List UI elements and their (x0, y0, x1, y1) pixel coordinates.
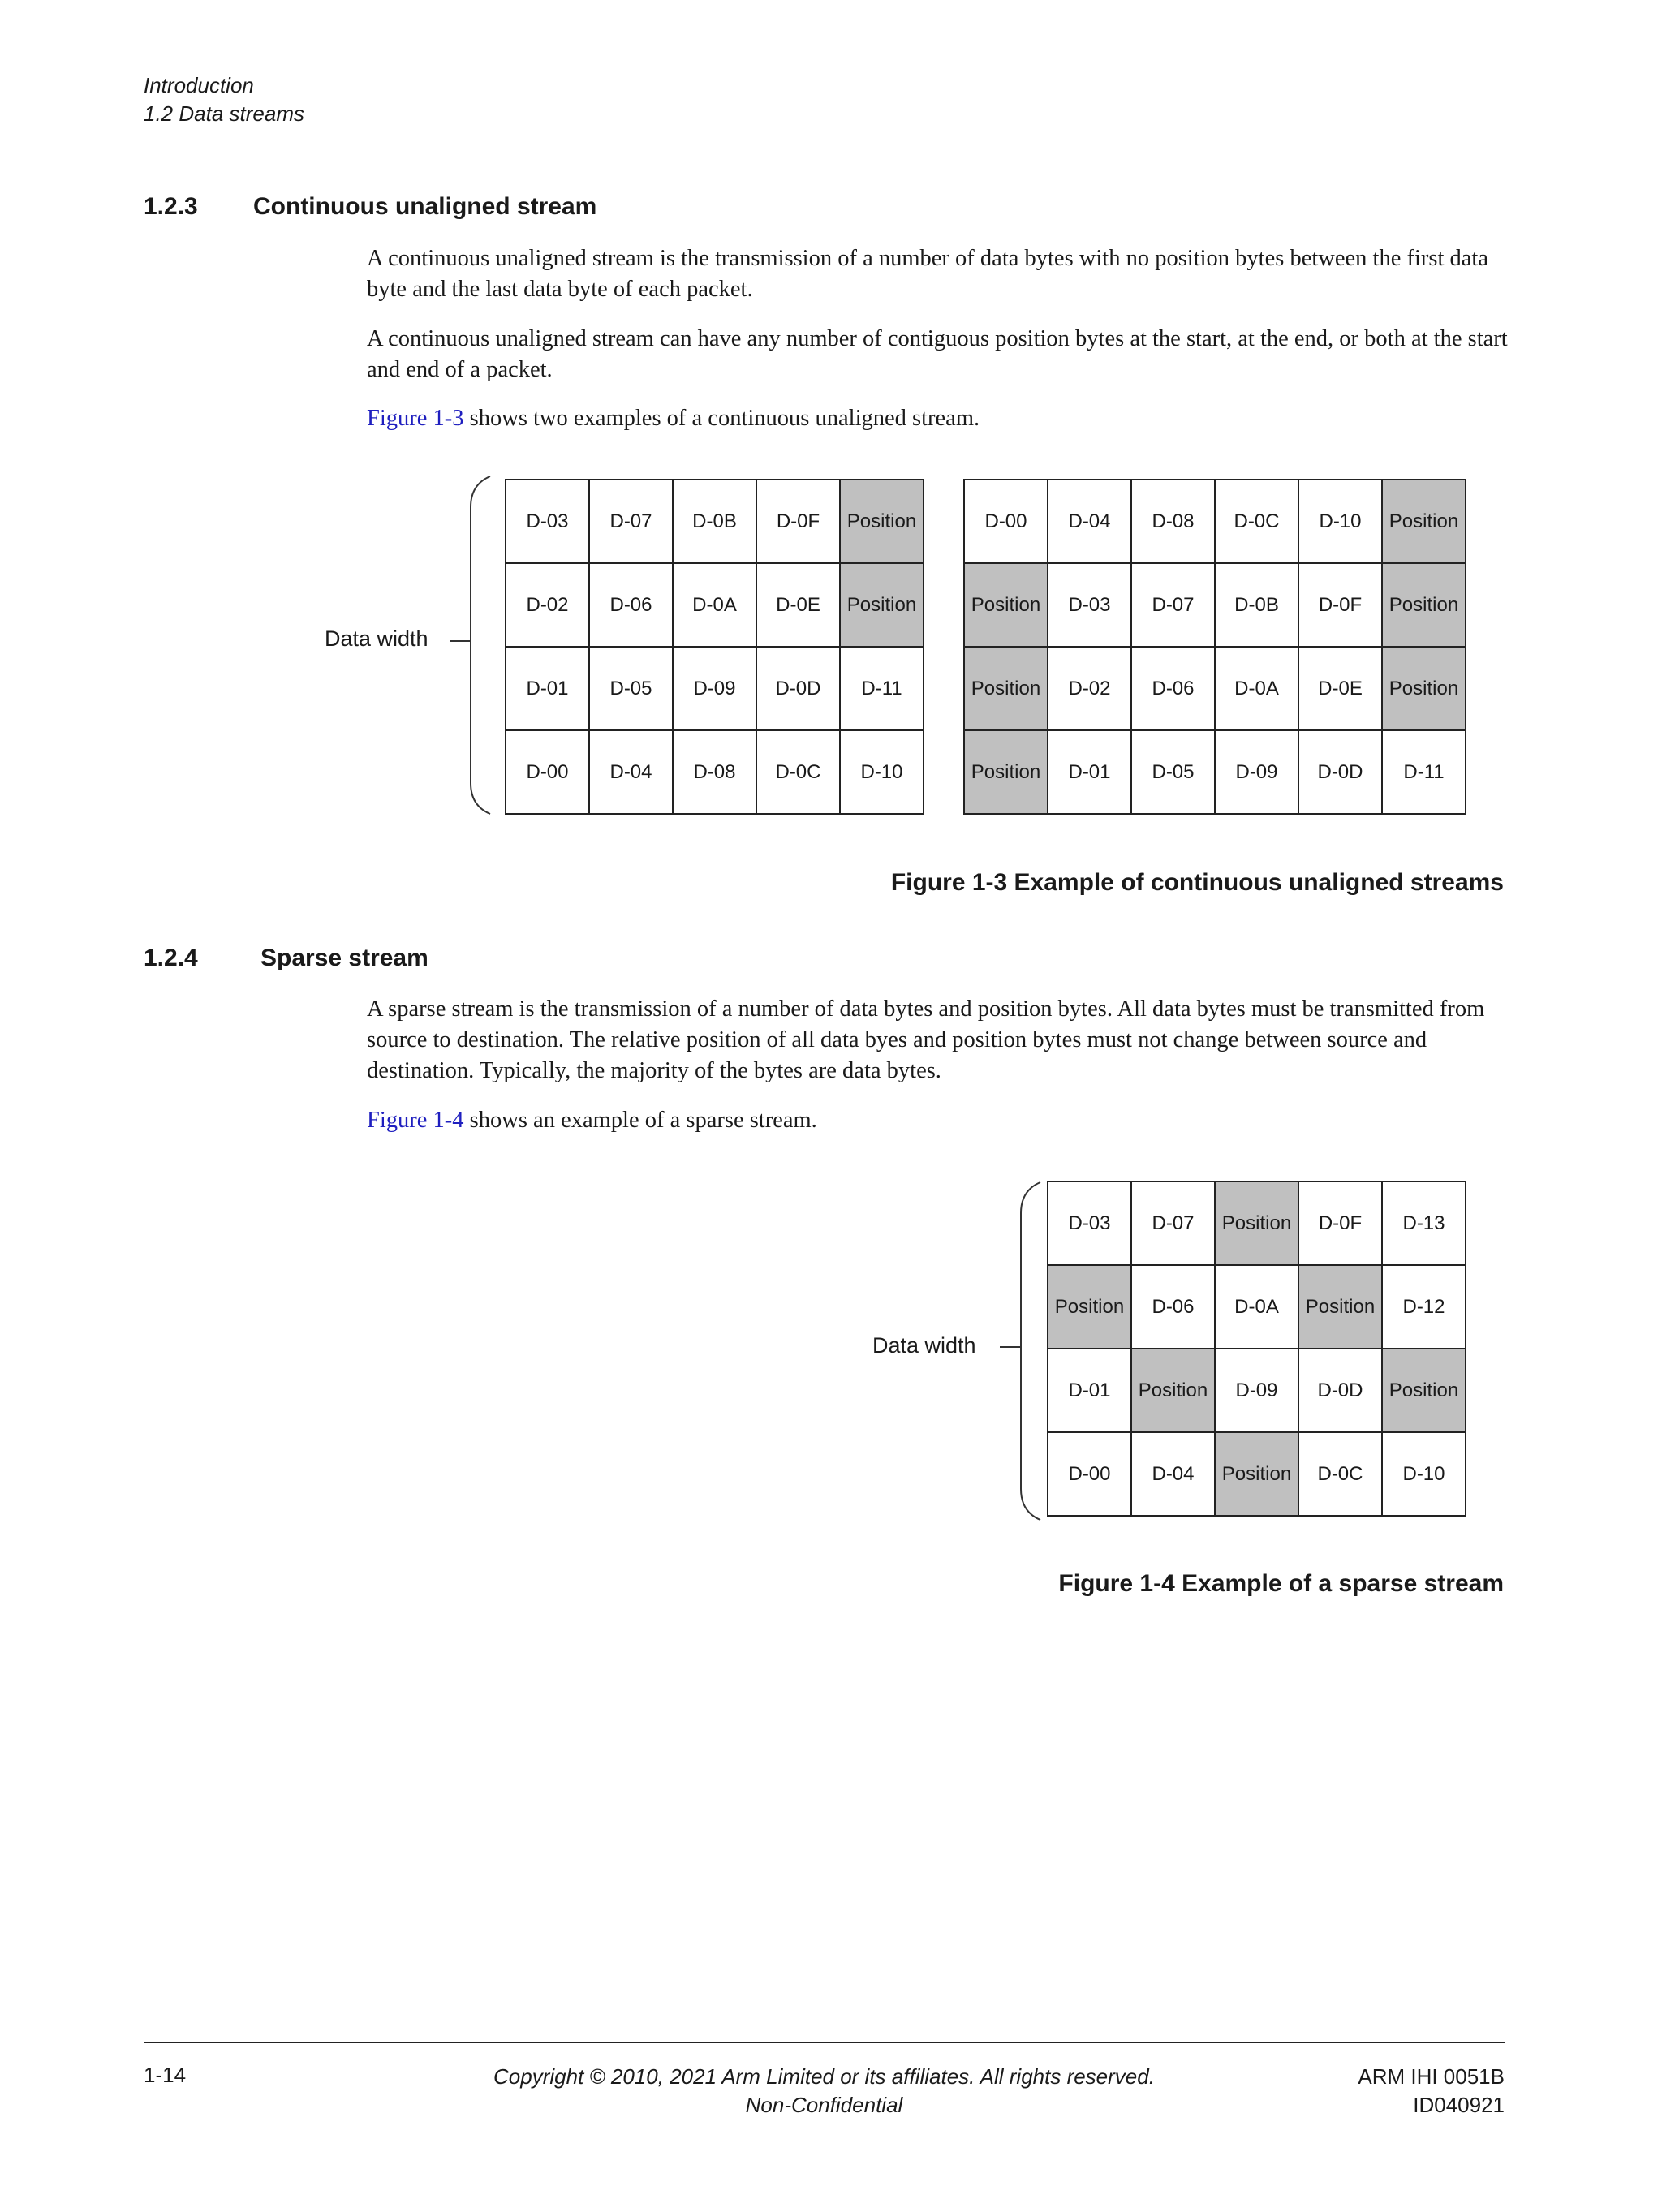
figure-1-3-left-data-byte-cell: D-08 (673, 730, 756, 814)
figure-1-4-data-byte-cell: D-04 (1131, 1432, 1215, 1516)
figure-1-3-right-data-byte-cell: D-0C (1215, 480, 1298, 563)
figure-1-3-left-data-byte-cell: D-07 (589, 480, 673, 563)
figure-1-3-right-data-byte-cell: D-0A (1215, 647, 1298, 730)
figure-1-4-position-byte-cell: Position (1215, 1432, 1298, 1516)
figure-1-3-left-data-byte-cell: D-00 (506, 730, 589, 814)
figure-1-3-left-data-byte-cell: D-0A (673, 563, 756, 647)
figure-1-3-left-data-byte-cell: D-0B (673, 480, 756, 563)
figure-1-3-left-data-byte-cell: D-0D (756, 647, 840, 730)
figure-1-3-right-data-byte-cell: D-0B (1215, 563, 1298, 647)
figure-1-4-data-byte-cell: D-00 (1048, 1432, 1131, 1516)
figure-1-3-right-data-byte-cell: D-08 (1131, 480, 1215, 563)
figure-1-4-position-byte-cell: Position (1131, 1349, 1215, 1432)
figure-1-3-right-data-byte-cell: D-10 (1298, 480, 1382, 563)
running-header-chapter: Introduction (144, 73, 254, 97)
figure-1-3-left-data-byte-cell: D-10 (840, 730, 924, 814)
figure-1-4-data-byte-cell: D-0D (1298, 1349, 1382, 1432)
figure-1-3-right-data-byte-cell: D-11 (1382, 730, 1466, 814)
figure-1-4-row (1048, 1265, 1466, 1349)
section-1-2-4-number: 1.2.4 (144, 945, 198, 971)
figure-1-3-right-position-byte-cell: Position (1382, 480, 1466, 563)
figure-1-3-left-data-byte-cell: D-11 (840, 647, 924, 730)
figure-1-3-right-data-byte-cell: D-02 (1048, 647, 1131, 730)
figure-1-3-right-data-byte-cell: D-03 (1048, 563, 1131, 647)
figure-1-4-position-byte-cell: Position (1048, 1265, 1131, 1349)
figure-1-3-right-grid (963, 479, 1466, 815)
figure-1-3-left-data-byte-cell: D-05 (589, 647, 673, 730)
figure-1-3-left-data-byte-cell: D-0F (756, 480, 840, 563)
footer-rule (144, 2042, 1505, 2043)
running-header (144, 71, 304, 128)
figure-1-3-left-data-byte-cell: D-09 (673, 647, 756, 730)
figure-1-4-position-byte-cell: Position (1298, 1265, 1382, 1349)
figure-1-3-right-position-byte-cell: Position (1382, 563, 1466, 647)
figure-1-4-row (1048, 1349, 1466, 1432)
figure-1-3-right-row (964, 480, 1466, 563)
figure-1-3-right-row (964, 647, 1466, 730)
figure-1-4-position-byte-cell: Position (1215, 1181, 1298, 1265)
figure-1-3-left-position-byte-cell: Position (840, 480, 924, 563)
figure-1-4-row (1048, 1432, 1466, 1516)
section-1-2-3-paragraph-3 (367, 403, 1511, 434)
figure-1-3-data-width-brace (446, 475, 495, 816)
figure-1-4-grid (1047, 1181, 1466, 1517)
figure-1-4-data-byte-cell: D-12 (1382, 1265, 1466, 1349)
footer-doc-id: ARM IHI 0051B (1358, 2064, 1505, 2089)
figure-1-3-right-position-byte-cell: Position (964, 730, 1048, 814)
footer-copyright: Copyright © 2010, 2021 Arm Limited or its affiliates. All rights reserved. (493, 2064, 1155, 2089)
footer-page-number: 1-14 (144, 2063, 187, 2087)
figure-1-3-left-data-byte-cell: D-01 (506, 647, 589, 730)
figure-1-3-left-data-byte-cell: D-04 (589, 730, 673, 814)
figure-1-3-right-data-byte-cell: D-0F (1298, 563, 1382, 647)
figure-1-4-data-byte-cell: D-07 (1131, 1181, 1215, 1265)
footer-doc-info (1358, 2063, 1505, 2119)
figure-1-4-link[interactable]: Figure 1-4 (367, 1108, 464, 1133)
figure-1-4-reference-text: shows an example of a sparse stream. (463, 1108, 817, 1133)
figure-1-3-right-position-byte-cell: Position (964, 563, 1048, 647)
figure-1-3-right-data-byte-cell: D-01 (1048, 730, 1131, 814)
figure-1-3-data-width-label: Data width (325, 626, 428, 651)
figure-1-3-right-data-byte-cell: D-0E (1298, 647, 1382, 730)
figure-1-3-right-position-byte-cell: Position (964, 647, 1048, 730)
figure-1-3-right-data-byte-cell: D-05 (1131, 730, 1215, 814)
figure-1-4-data-byte-cell: D-06 (1131, 1265, 1215, 1349)
figure-1-3-caption: Figure 1-3 Example of continuous unaligned streams (890, 869, 1504, 896)
figure-1-4-position-byte-cell: Position (1382, 1349, 1466, 1432)
figure-1-3-left-row (506, 647, 924, 730)
figure-1-3-left-data-byte-cell: D-0E (756, 563, 840, 647)
section-1-2-3-paragraph-1: A continuous unaligned stream is the transmission of a number of data bytes with no position bytes between the first data byte and the last data byte of each packet. (367, 246, 1488, 302)
running-header-section: 1.2 Data streams (144, 101, 304, 126)
figure-1-3-right-data-byte-cell: D-07 (1131, 563, 1215, 647)
figure-1-3-left-row (506, 480, 924, 563)
section-1-2-4-paragraph-2 (367, 1105, 1511, 1136)
figure-1-3-left-position-byte-cell: Position (840, 563, 924, 647)
figure-1-3-reference-text: shows two examples of a continuous unaligned stream. (463, 406, 980, 431)
figure-1-4-row (1048, 1181, 1466, 1265)
figure-1-4-caption: Figure 1-4 Example of a sparse stream (1058, 1570, 1504, 1597)
figure-1-3-left-grid (505, 479, 924, 815)
section-1-2-3-title: Continuous unaligned stream (253, 193, 597, 220)
figure-1-3-left-row (506, 563, 924, 647)
figure-1-4-data-byte-cell: D-0A (1215, 1265, 1298, 1349)
figure-1-3-left-data-byte-cell: D-0C (756, 730, 840, 814)
figure-1-4-data-byte-cell: D-0F (1298, 1181, 1382, 1265)
figure-1-4-data-byte-cell: D-13 (1382, 1181, 1466, 1265)
footer-doc-version: ID040921 (1413, 2093, 1505, 2117)
figure-1-4-data-width-label: Data width (872, 1333, 976, 1358)
footer-confidentiality: Non-Confidential (745, 2093, 903, 2117)
figure-1-3-left-data-byte-cell: D-06 (589, 563, 673, 647)
figure-1-3-right-data-byte-cell: D-0D (1298, 730, 1382, 814)
figure-1-3-right-row (964, 730, 1466, 814)
figure-1-4-data-byte-cell: D-0C (1298, 1432, 1382, 1516)
footer-center (144, 2063, 1505, 2119)
figure-1-3-left-row (506, 730, 924, 814)
section-1-2-4-paragraph-1: A sparse stream is the transmission of a number of data bytes and position bytes. All data bytes must be transmitted from source to destination. The relative position of all data byes and position bytes must not change between source and destination. Typically, the majority of the bytes are data bytes. (367, 996, 1485, 1083)
figure-1-3-right-data-byte-cell: D-09 (1215, 730, 1298, 814)
figure-1-3-left-data-byte-cell: D-03 (506, 480, 589, 563)
section-1-2-3-number: 1.2.3 (144, 193, 198, 220)
figure-1-3-left-data-byte-cell: D-02 (506, 563, 589, 647)
figure-1-4-data-byte-cell: D-01 (1048, 1349, 1131, 1432)
figure-1-3-right-data-byte-cell: D-04 (1048, 480, 1131, 563)
figure-1-3-right-data-byte-cell: D-00 (964, 480, 1048, 563)
figure-1-3-right-row (964, 563, 1466, 647)
figure-1-4-data-byte-cell: D-09 (1215, 1349, 1298, 1432)
figure-1-3-right-data-byte-cell: D-06 (1131, 647, 1215, 730)
figure-1-3-right-position-byte-cell: Position (1382, 647, 1466, 730)
figure-1-3-link[interactable]: Figure 1-3 (367, 406, 464, 431)
figure-1-4-data-byte-cell: D-10 (1382, 1432, 1466, 1516)
section-1-2-3-paragraph-2: A continuous unaligned stream can have any number of contiguous position bytes at the start, at the end, or both at the start and end of a packet. (367, 326, 1508, 382)
figure-1-4-data-width-brace (997, 1181, 1045, 1521)
figure-1-4-data-byte-cell: D-03 (1048, 1181, 1131, 1265)
section-1-2-4-title: Sparse stream (260, 945, 428, 971)
